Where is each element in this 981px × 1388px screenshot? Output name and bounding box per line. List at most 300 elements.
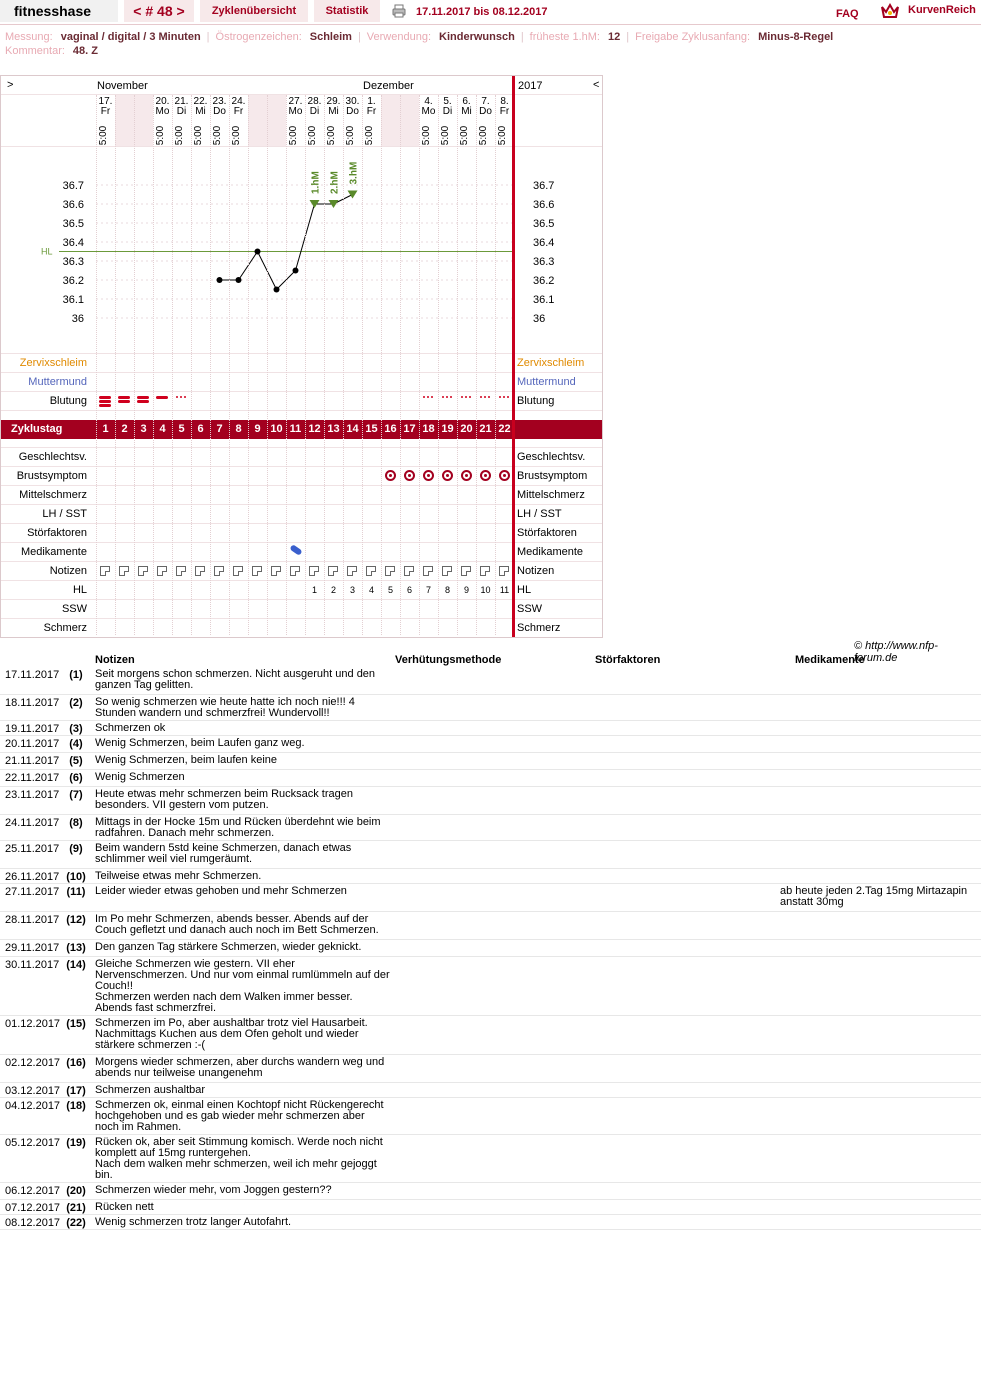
note-cycle-day: (3) — [69, 723, 83, 735]
current-day-marker — [512, 76, 515, 637]
note-cycle-day: (2) — [69, 697, 83, 709]
note-cycle-day: (15) — [66, 1018, 86, 1030]
note-date: 17.11.2017 — [5, 669, 60, 681]
day-header — [343, 97, 362, 117]
note-cycle-day: (20) — [66, 1185, 86, 1197]
spotting-mark — [469, 396, 471, 398]
faq-link[interactable]: FAQ — [836, 8, 859, 20]
day-number: 29. — [326, 96, 341, 107]
note-icon[interactable] — [176, 566, 186, 576]
row-label-right: Schmerz — [517, 622, 561, 634]
month-november: November — [97, 80, 148, 92]
day-number: 8. — [500, 96, 509, 107]
high-measurement-label: 3.hM — [348, 161, 360, 185]
day-number: 4. — [424, 96, 433, 107]
weekday-name: Do — [213, 106, 226, 117]
note-date: 25.11.2017 — [5, 843, 60, 855]
note-text: Wenig schmerzen trotz langer Autofahrt. — [95, 1216, 292, 1228]
coverline-count: 11 — [499, 585, 510, 595]
row-label: Brustsymptom — [16, 470, 87, 482]
year-label: 2017 — [518, 80, 543, 92]
grid-line — [400, 95, 401, 635]
note-row — [0, 770, 981, 787]
grid-line — [362, 95, 363, 635]
row-label: HL — [72, 584, 87, 596]
grid-line — [229, 95, 230, 635]
breast-symptom-icon — [461, 470, 472, 481]
usage-value: Kinderwunsch — [439, 31, 515, 43]
measure-time: 5:00 — [326, 125, 338, 146]
note-icon[interactable] — [442, 566, 452, 576]
user-name: fitnesshase — [0, 0, 118, 22]
grid-line — [96, 95, 97, 635]
note-row — [0, 1055, 981, 1083]
cycle-day-number: 22 — [498, 423, 511, 435]
coverline-label: HL — [41, 246, 53, 257]
row-label-right: Brustsymptom — [517, 470, 588, 482]
crown-logo-icon[interactable] — [880, 2, 900, 20]
note-icon[interactable] — [480, 566, 490, 576]
measure-time: 5:00 — [231, 125, 243, 146]
y-tick-label-right: 36.7 — [533, 180, 555, 192]
temperature-point — [255, 249, 261, 255]
grid-line — [438, 95, 439, 635]
grid-line — [191, 95, 192, 635]
note-text: Gleiche Schmerzen wie gestern. VII eher Nervenschmerzen. Und nur vom einmal rumlümmeln auf der Couch!! Schmerzen werden nach dem Walken immer besser. Abends fast schmerzfrei. — [95, 958, 390, 1014]
measure-time: 5:00 — [459, 125, 471, 146]
note-cycle-day: (21) — [66, 1202, 86, 1214]
high-measurement-label: 2.hM — [329, 171, 341, 194]
note-icon[interactable] — [385, 566, 395, 576]
cycle-day-number: 12 — [308, 423, 321, 435]
spotting-mark — [427, 396, 429, 398]
estrogen-value: Schleim — [309, 31, 352, 43]
weekend-shade — [381, 95, 400, 146]
day-header — [476, 97, 495, 117]
note-row — [0, 1215, 981, 1230]
row-label-right: Blutung — [517, 395, 555, 407]
temperature-point — [274, 287, 280, 293]
row-label: Mittelschmerz — [19, 489, 87, 501]
bleeding-mark — [137, 396, 149, 399]
y-tick-label: 36.1 — [62, 294, 84, 306]
spotting-mark — [503, 396, 505, 398]
weekday-name: Di — [309, 106, 320, 117]
bleeding-mark — [118, 400, 130, 403]
cycle-day-number: 1 — [102, 423, 109, 435]
tab-statistics[interactable]: Statistik — [314, 0, 380, 22]
coverline-count: 2 — [330, 585, 336, 595]
day-header — [96, 97, 115, 117]
grid-line — [343, 95, 344, 635]
note-row — [0, 815, 981, 841]
coverline-count: 6 — [406, 585, 412, 595]
grid-line — [153, 95, 154, 635]
grid-line — [172, 95, 173, 635]
col-header-medications: Medikamente — [795, 654, 865, 666]
note-cycle-day: (10) — [66, 871, 86, 883]
col-header-notes: Notizen — [95, 654, 135, 666]
logo-text[interactable]: KurvenReich — [908, 4, 976, 16]
y-tick-label: 36 — [71, 313, 84, 325]
cycle-day-number: 15 — [365, 423, 378, 435]
note-icon[interactable] — [461, 566, 471, 576]
comment-value: 48. Z — [72, 45, 98, 57]
spotting-mark — [484, 396, 486, 398]
grid-line — [267, 95, 268, 635]
weekday-name: Mi — [195, 106, 206, 117]
note-row — [0, 940, 981, 957]
breast-symptom-icon — [442, 470, 453, 481]
measure-time: 5:00 — [155, 125, 167, 146]
note-icon[interactable] — [195, 566, 205, 576]
note-date: 26.11.2017 — [5, 871, 60, 883]
row-label-right: HL — [517, 584, 532, 596]
coverline-count: 10 — [480, 585, 491, 595]
note-icon[interactable] — [119, 566, 129, 576]
weekend-shade — [115, 95, 134, 146]
note-icon[interactable] — [423, 566, 433, 576]
cycle-day-number: 13 — [327, 423, 340, 435]
measurement-label: Messung: — [5, 31, 53, 43]
note-icon[interactable] — [404, 566, 414, 576]
measure-time: 5:00 — [364, 125, 376, 146]
breast-symptom-icon — [499, 470, 510, 481]
usage-label: Verwendung: — [366, 31, 432, 43]
note-icon[interactable] — [252, 566, 262, 576]
high-measurement-label: 1.hM — [310, 171, 322, 194]
day-number: 28. — [307, 96, 322, 107]
note-row — [0, 1135, 981, 1183]
breast-symptom-icon — [423, 470, 434, 481]
y-tick-label: 36.4 — [62, 237, 84, 249]
note-row — [0, 957, 981, 1016]
weekday-name: Di — [176, 106, 187, 117]
note-row — [0, 667, 981, 695]
note-row — [0, 721, 981, 736]
note-text: Heute etwas mehr schmerzen beim Rucksack tragen besonders. VII gestern vom putzen. — [95, 788, 353, 811]
tab-cycle-overview[interactable]: Zyklenübersicht — [200, 0, 308, 22]
y-tick-label: 36.3 — [62, 256, 84, 268]
day-header — [362, 97, 381, 117]
note-date: 27.11.2017 — [5, 886, 60, 898]
cycle-day-number: 6 — [197, 423, 204, 435]
note-cycle-day: (5) — [69, 755, 83, 767]
coverline-count: 4 — [368, 585, 374, 595]
note-text: So wenig schmerzen wie heute hatte ich noch nie!!! 4 Stunden wandern und schmerzfrei! Wundervoll!! — [95, 696, 355, 719]
cycle-day-number: 9 — [254, 423, 261, 435]
grid-line — [115, 95, 116, 635]
spotting-mark — [446, 396, 448, 398]
day-number: 1. — [367, 96, 376, 107]
grid-line — [305, 95, 306, 635]
note-text: Schmerzen ok, einmal einen Kochtopf nicht Rückengerecht hochgehoben und es gab wieder mehr schmerzen aber noch im Rahmen. — [95, 1099, 384, 1133]
day-header — [210, 97, 229, 117]
row-label: Blutung — [49, 395, 87, 407]
note-icon[interactable] — [366, 566, 376, 576]
day-header — [172, 97, 191, 117]
row-label-right: Medikamente — [517, 546, 584, 558]
measure-time: 5:00 — [174, 125, 186, 146]
day-header — [191, 97, 210, 117]
cycle-day-number: 19 — [441, 423, 454, 435]
note-icon[interactable] — [214, 566, 224, 576]
measure-time: 5:00 — [345, 125, 357, 146]
day-header — [286, 97, 305, 117]
cycle-day-number: 2 — [121, 423, 128, 435]
coverline-count: 1 — [311, 585, 317, 595]
month-december: Dezember — [363, 80, 414, 92]
note-text: Leider wieder etwas gehoben und mehr Schmerzen — [95, 885, 347, 897]
coverline-count: 5 — [387, 585, 393, 595]
note-row — [0, 841, 981, 869]
note-text: Teilweise etwas mehr Schmerzen. — [95, 870, 262, 882]
grid-line — [286, 95, 287, 635]
coverline-count: 8 — [444, 585, 450, 595]
day-number: 6. — [462, 96, 471, 107]
day-header — [229, 97, 248, 117]
measure-time: 5:00 — [212, 125, 224, 146]
note-icon[interactable] — [157, 566, 167, 576]
weekday-name: Mo — [288, 106, 303, 117]
grid-line — [381, 95, 382, 635]
row-label-right: Notizen — [517, 565, 555, 577]
grid-line — [210, 95, 211, 635]
note-row — [0, 753, 981, 770]
note-date: 01.12.2017 — [5, 1018, 61, 1030]
cycle-day-number: 14 — [346, 423, 359, 435]
day-number: 27. — [288, 96, 303, 107]
weekday-name: Mi — [461, 106, 472, 117]
temperature-point — [217, 277, 223, 283]
note-row — [0, 1183, 981, 1200]
note-cycle-day: (16) — [66, 1057, 86, 1069]
bleeding-mark — [99, 396, 111, 399]
cycle-day-number: 10 — [270, 423, 283, 435]
row-label-right: Mittelschmerz — [517, 489, 585, 501]
note-text: Schmerzen wieder mehr, vom Joggen gestern?? — [95, 1184, 332, 1196]
note-date: 06.12.2017 — [5, 1185, 61, 1197]
note-text: Rücken ok, aber seit Stimmung komisch. Werde noch nicht komplett auf 15mg runtergehen. Nach dem walken mehr schmerzen, weil ich mehr gejoggt bin. — [95, 1136, 383, 1181]
note-date: 24.11.2017 — [5, 817, 60, 829]
weekend-shade — [134, 95, 153, 146]
measure-time: 5:00 — [193, 125, 205, 146]
bleeding-mark — [137, 400, 149, 403]
bleeding-mark — [99, 400, 111, 403]
spotting-mark — [176, 396, 178, 398]
day-number: 21. — [174, 96, 189, 107]
temperature-point — [293, 268, 299, 274]
spotting-mark — [423, 396, 425, 398]
note-text: Wenig Schmerzen, beim Laufen ganz weg. — [95, 737, 305, 749]
note-row — [0, 1098, 981, 1135]
row-label: Zervixschleim — [19, 357, 87, 369]
cycle-day-number: 4 — [159, 423, 166, 435]
note-row — [0, 1200, 981, 1215]
nav-left-button[interactable]: > — [7, 79, 14, 91]
copyright-link[interactable]: © http://www.nfp-forum.de — [854, 640, 938, 664]
measurement-value: vaginal / digital / 3 Minuten — [60, 31, 201, 43]
note-date: 21.11.2017 — [5, 755, 60, 767]
grid-line — [134, 95, 135, 635]
measure-time: 5:00 — [440, 125, 452, 146]
y-tick-label-right: 36.6 — [533, 199, 555, 211]
breast-symptom-icon — [385, 470, 396, 481]
grid-line — [324, 95, 325, 635]
row-label: Muttermund — [28, 376, 87, 388]
weekday-name: Mi — [328, 106, 339, 117]
cycle-day-number: 8 — [235, 423, 242, 435]
printer-icon[interactable] — [392, 4, 406, 18]
note-row — [0, 912, 981, 940]
comment-label: Kommentar: — [5, 45, 65, 57]
note-row — [0, 884, 981, 912]
note-date: 22.11.2017 — [5, 772, 60, 784]
note-cycle-day: (13) — [66, 942, 86, 954]
row-label-right: Muttermund — [517, 376, 576, 388]
measure-time: 5:00 — [478, 125, 490, 146]
estrogen-label: Östrogenzeichen: — [215, 31, 302, 43]
day-number: 22. — [193, 96, 208, 107]
note-text: Beim wandern 5std keine Schmerzen, danach etwas schlimmer weil viel rumgeräumt. — [95, 842, 352, 865]
row-label: Medikamente — [20, 546, 87, 558]
coverline-count: 7 — [425, 585, 431, 595]
day-number: 7. — [481, 96, 490, 107]
note-text: Wenig Schmerzen, beim laufen keine — [95, 754, 278, 766]
note-cycle-day: (19) — [66, 1137, 86, 1149]
temperature-point — [236, 277, 242, 283]
cycle-day-number: 20 — [460, 423, 473, 435]
row-label: Geschlechtsv. — [18, 451, 87, 463]
y-tick-label-right: 36.5 — [533, 218, 555, 230]
note-cycle-day: (17) — [66, 1085, 86, 1097]
spotting-mark — [450, 396, 452, 398]
row-label: Notizen — [49, 565, 87, 577]
note-icon[interactable] — [309, 566, 319, 576]
note-text: Im Po mehr Schmerzen, abends besser. Abends auf der Couch gefletzt und danach auch noch im Bett Schmerzen. — [95, 913, 379, 936]
note-text: Rücken nett — [95, 1201, 154, 1213]
pill-icon — [289, 544, 302, 556]
note-text: Schmerzen im Po, aber aushaltbar trotz viel Hausarbeit. Nachmittags Kuchen aus dem Ofen geholt und wieder stärkere schmerzen :-( — [95, 1017, 368, 1051]
measure-time: 5:00 — [288, 125, 300, 146]
weekday-name: Mo — [155, 106, 170, 117]
breast-symptom-icon — [480, 470, 491, 481]
note-cycle-day: (18) — [66, 1100, 86, 1112]
day-number: 23. — [212, 96, 227, 107]
nav-right-button[interactable]: < — [593, 79, 600, 91]
weekday-name: Mo — [421, 106, 436, 117]
weekday-name: Di — [442, 106, 453, 117]
row-label-right: Störfaktoren — [517, 527, 577, 539]
high-temp-marker — [348, 191, 358, 199]
note-date: 03.12.2017 — [5, 1085, 61, 1097]
cycle-day-number: 18 — [422, 423, 435, 435]
cycle-day-number: 21 — [479, 423, 492, 435]
note-date: 29.11.2017 — [5, 942, 60, 954]
note-text: Schmerzen ok — [95, 722, 166, 734]
note-date: 02.12.2017 — [5, 1057, 61, 1069]
note-icon[interactable] — [100, 566, 110, 576]
note-row — [0, 787, 981, 815]
grid-line — [248, 95, 249, 635]
note-icon[interactable] — [347, 566, 357, 576]
note-text: Mittags in der Hocke 15m und Rücken überdehnt wie beim radfahren. Danach mehr schmerzen. — [95, 816, 381, 839]
header-bar — [0, 0, 981, 24]
earliest-value: 12 — [608, 31, 621, 43]
note-row — [0, 869, 981, 884]
day-number: 30. — [345, 96, 360, 107]
day-number: 24. — [231, 96, 246, 107]
row-label: Störfaktoren — [27, 527, 87, 539]
day-header — [457, 97, 476, 117]
spotting-mark — [184, 396, 186, 398]
note-date: 19.11.2017 — [5, 723, 60, 735]
breast-symptom-icon — [404, 470, 415, 481]
row-label-right: LH / SST — [517, 508, 562, 520]
note-date: 04.12.2017 — [5, 1100, 61, 1112]
measure-time: 5:00 — [307, 125, 319, 146]
header-divider — [0, 24, 981, 25]
row-label: LH / SST — [42, 508, 87, 520]
cycle-day-number: 3 — [140, 423, 147, 435]
spotting-mark — [507, 396, 509, 398]
y-tick-label-right: 36 — [533, 313, 546, 325]
note-date: 07.12.2017 — [5, 1202, 61, 1214]
note-icon[interactable] — [499, 566, 509, 576]
note-icon[interactable] — [290, 566, 300, 576]
note-date: 05.12.2017 — [5, 1137, 61, 1149]
spotting-mark — [480, 396, 482, 398]
note-icon[interactable] — [138, 566, 148, 576]
cycle-metadata: Messung: vaginal / digital / 3 Minuten | Östrogenzeichen: Schleim | Verwendung: Kinderwunsch | früheste 1.hM: 12 | Freigabe Zyklusanfang: Minus-8-Regel Kommentar: 48. Z — [5, 31, 834, 57]
coverline-count: 3 — [349, 585, 355, 595]
note-cycle-day: (11) — [66, 886, 86, 898]
note-cycle-day: (12) — [66, 914, 86, 926]
spotting-mark — [488, 396, 490, 398]
note-icon[interactable] — [328, 566, 338, 576]
note-row — [0, 695, 981, 721]
day-header — [153, 97, 172, 117]
y-tick-label-right: 36.1 — [533, 294, 555, 306]
note-icon[interactable] — [271, 566, 281, 576]
weekend-shade — [267, 95, 286, 146]
note-date: 08.12.2017 — [5, 1217, 61, 1229]
day-header — [324, 97, 343, 117]
bleeding-mark — [118, 396, 130, 399]
day-header — [305, 97, 324, 117]
note-cycle-day: (1) — [69, 669, 83, 681]
note-cycle-day: (6) — [69, 772, 83, 784]
note-icon[interactable] — [233, 566, 243, 576]
cycle-navigation[interactable]: < # 48 > — [124, 0, 194, 22]
note-cycle-day: (14) — [66, 959, 86, 971]
measure-time: 5:00 — [497, 125, 509, 146]
note-cycle-day: (9) — [69, 843, 83, 855]
note-text: Morgens wieder schmerzen, aber durchs wandern weg und abends nur teilweise unangenehm — [95, 1056, 385, 1079]
note-cycle-day: (8) — [69, 817, 83, 829]
row-label: Schmerz — [43, 622, 87, 634]
weekday-name: Fr — [233, 106, 244, 117]
spotting-mark — [465, 396, 467, 398]
note-cycle-day: (22) — [66, 1217, 86, 1229]
note-date: 23.11.2017 — [5, 789, 60, 801]
weekend-shade — [400, 95, 419, 146]
earliest-label: früheste 1.hM: — [529, 31, 600, 43]
row-label: SSW — [61, 603, 87, 615]
y-tick-label-right: 36.4 — [533, 237, 555, 249]
note-date: 18.11.2017 — [5, 697, 60, 709]
spotting-mark — [499, 396, 501, 398]
